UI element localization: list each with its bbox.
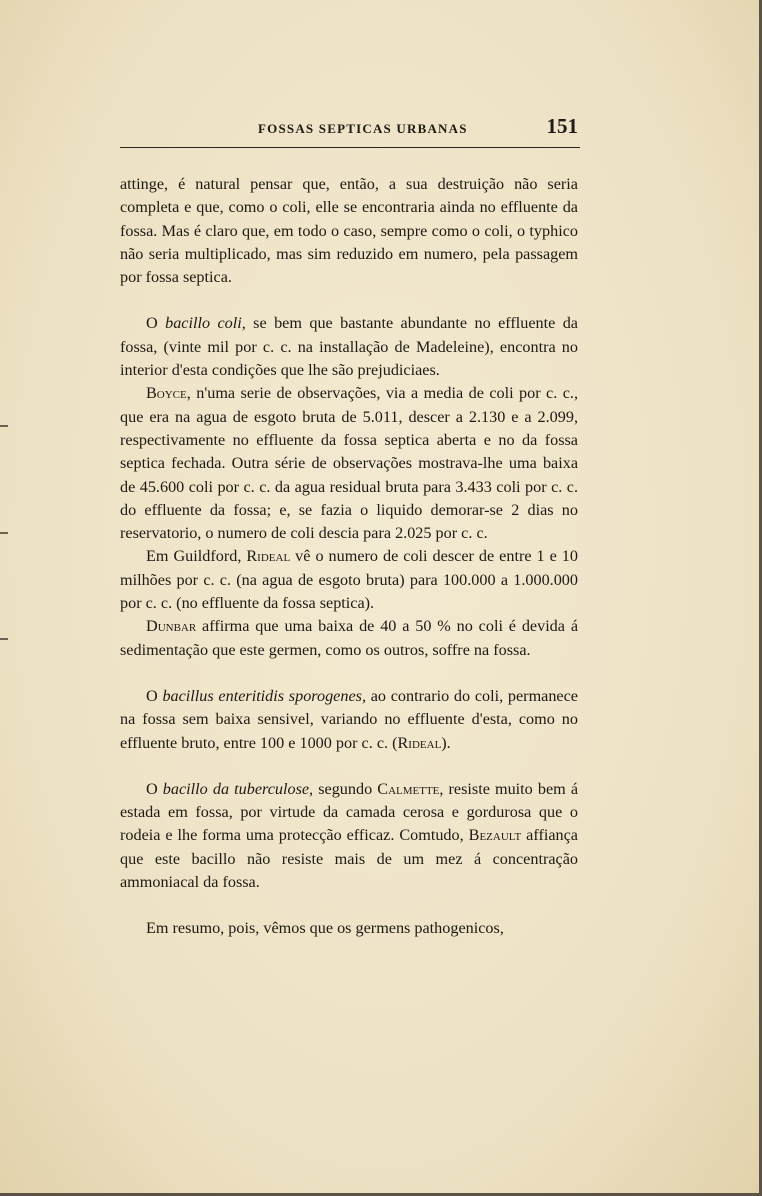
paragraph-5-text: affirma que uma baixa de 40 a 50 % no coli é devida á sedimentação que este germen, como os outros, soffre na fossa. [120,617,578,659]
author-bezault: Bezault [468,826,522,845]
header-rule [120,147,580,148]
paragraph-5 [120,615,578,662]
author-boyce: Boyce [146,384,187,403]
paragraph-2 [120,312,578,382]
margin-mark [0,638,8,640]
margin-mark [0,532,8,534]
paragraph-6-end: ). [441,733,451,752]
paragraph-3-text: , n'uma serie de observações, via a media de coli por c. c., que era na agua de esgoto bruta de 5.011, descer a 2.130 e a 2.099, respectivamente no effluente da fossa septica aberta e no da fossa septica fechada. Outra série de observações mostrava-lhe uma baixa de 45.600 coli por c. c. da agua residual bruta para 3.433 coli por c. c. do effluente da fossa; e, se fazia o liquido demorar-se 2 dias no reservatorio, o numero de coli descia para 2.025 por c. c. [120,384,578,543]
body-text [120,173,578,941]
paragraph-7-text-2: , resiste muito bem á estada em fossa, por virtude da camada cerosa e gordurosa que o rodeia e lhe forma uma protecção efficaz. Comtudo, [120,779,579,845]
margin-mark [0,425,8,427]
term-bacillo-tuberculose: bacillo da tuberculose, [162,779,314,798]
author-rideal-2: Rideal [397,733,442,752]
page-number: 151 [546,114,578,138]
paragraph-8: Em resumo, pois, vêmos que os germens pathogenicos, [146,919,504,938]
paragraph-6-lead: O [146,686,163,705]
page-header [120,114,580,144]
paragraph-7-text-3: affiança que este bacillo não resiste mais de um mez á concentração ammoniacal da fossa. [120,826,578,892]
paragraph-6 [120,685,578,755]
paragraph-6-text: ao contrario do coli, permanece na fossa sem baixa sensivel, variando no effluente d'esta, como no effluente bruto, entre 100 e 1000 por c. c. ( [120,686,578,752]
paragraph-3 [120,382,578,545]
paragraph-7-lead: O [146,779,163,798]
paragraph-4-lead: Em Guildford, [146,547,247,566]
author-calmette: Calmette [377,779,440,798]
running-title: FOSSAS SEPTICAS URBANAS [258,121,468,136]
paragraph-7 [120,778,578,894]
paragraph-2-text: se bem que bastante abundante no effluente da fossa, (vinte mil por c. c. na installação de Madeleine), encontra no interior d'esta condições que lhe são prejudiciaes. [120,314,578,380]
author-dunbar: Dunbar [146,617,197,636]
paragraph-7-text-1: segundo [313,779,378,798]
term-bacillo-coli: bacillo coli, [165,314,246,333]
author-rideal: Rideal [246,547,291,566]
paragraph-4 [120,545,578,615]
term-bacillus-enteritidis: bacillus enteritidis sporogenes, [162,686,366,705]
paragraph-2-lead: O [146,314,166,333]
paragraph-1: attinge, é natural pensar que, então, a sua destruição não seria completa e que, como o coli, elle se encontraria ainda no effluente da fossa. Mas é claro que, em todo o caso, sempre como o coli, o typhico não seria multiplicado, mas sim reduzido em numero, pela passagem por fossa septica. [120,175,578,287]
paragraph-4-text: vê o numero de coli descer de entre 1 e 10 milhões por c. c. (na agua de esgoto bruta) para 100.000 a 1.000.000 por c. c. (no effluente da fossa septica). [120,547,578,613]
